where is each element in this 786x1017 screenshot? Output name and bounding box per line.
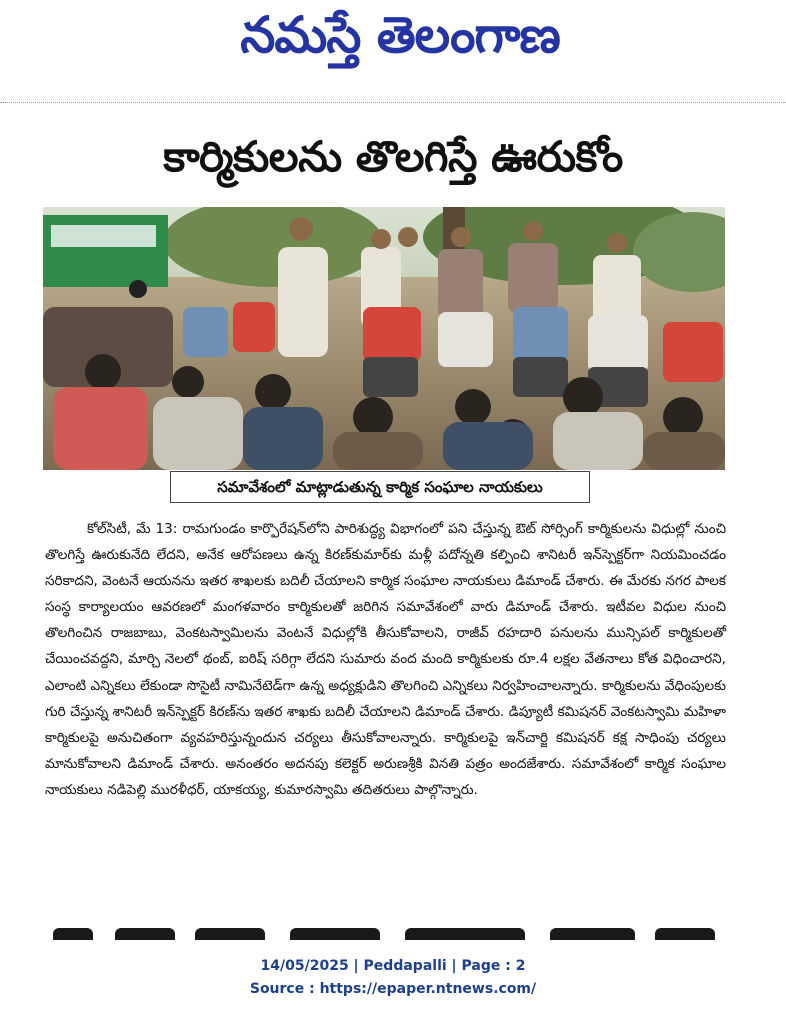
next-article-headline-cropped <box>45 922 726 940</box>
article-paragraph: కోల్‌సిటీ, మే 13: రామగుండం కార్పొరేషన్‌లోని పారిశుద్ధ్య విభాగంలో పని చేస్తున్న ఔట్ సోర్సింగ్ కార్మికులను విధుల్లో నుంచి తొలగిస్తే ఊరుకునేది లేదని, అనేక ఆరోపణలు ఉన్న కిరణ్‌కుమార్‌కు మళ్లీ పదోన్నతి కల్పించి శానిటరీ ఇన్‌స్పెక్టర్‌గా నియమించడం సరికాదని, వెంటనే ఆయనను ఇతర శాఖలకు బదిలీ చేయాలని కార్మిక సంఘాల నాయకులు డిమాండ్ చేశారు. ఈ మేరకు నగర పాలక సంస్థ కార్యాలయం ఆవరణలో మంగళవారం కార్మికులతో జరిగిన సమావేశంలో వారు డిమాండ్ చేశారు. ఇటీవల విధుల నుంచి తొలగించిన రాజబాబు, వెంకటస్వామిలను వెంటనే విధుల్లోకి తీసుకోవాలని, రాజీవ్ రహదారి పనులను మున్సిపల్ కార్మికులతో చేయించవద్దని, మార్చి నెలలో థంబ్, ఐరిష్ సరిగ్గా లేదని సుమారు వంద మంది కార్మికులకు రూ.4 లక్షల వేతనాలు కోత విధించారని, ఎలాంటి ఎన్నికలు లేకుండా సొసైటీ నామినేటెడ్‌గా ఉన్న అధ్యక్షుడిని తొలగించి ఎన్నికలు నిర్వహించాలన్నారు. కార్మికులను వేధింపులకు గురి చేస్తున్న శానిటరీ ఇన్‌స్పెక్టర్ కిరణ్‌ను ఇతర శాఖకు బదిలీ చేయాలని డిమాండ్ చేశారు. డిప్యూటీ కమిషనర్ వెంకటస్వామి మహిళా కార్మికులపై అనుచితంగా వ్యవహరిస్తున్నందున చర్యలు తీసుకోవాలన్నారు. కార్మికులపై ఇన్‌చార్జి కమిషనర్ కక్ష సాధింపు చర్యలు మానుకోవాలని డిమాండ్ చేశారు. అనంతరం అదనపు కలెక్టర్ అరుణశ్రీకి వినతి పత్రం అందజేశారు. సమావేశంలో కార్మిక సంఘాల నాయకులు నడిపెల్లి మురళీధర్, యాకయ్య, కుమారస్వామి తదితరులు పాల్గొన్నారు. <box>45 521 726 798</box>
photo-caption: సమావేశంలో మాట్లాడుతున్న కార్మిక సంఘాల నాయకులు <box>217 478 543 496</box>
article-body <box>45 516 726 803</box>
masthead-divider <box>0 102 786 103</box>
page-footer <box>0 955 786 1001</box>
news-photo <box>43 207 725 470</box>
footer-date-edition: 14/05/2025 | Peddapalli | Page : 2 <box>260 958 526 974</box>
masthead <box>0 0 786 100</box>
footer-source-link[interactable]: Source : https://epaper.ntnews.com/ <box>249 981 537 997</box>
newspaper-logo: నమస్తే తెలంగాణ <box>240 6 560 64</box>
article-headline: కార్మికులను తొలగిస్తే ఊరుకోం <box>163 132 623 181</box>
photo-caption-box <box>170 471 590 503</box>
